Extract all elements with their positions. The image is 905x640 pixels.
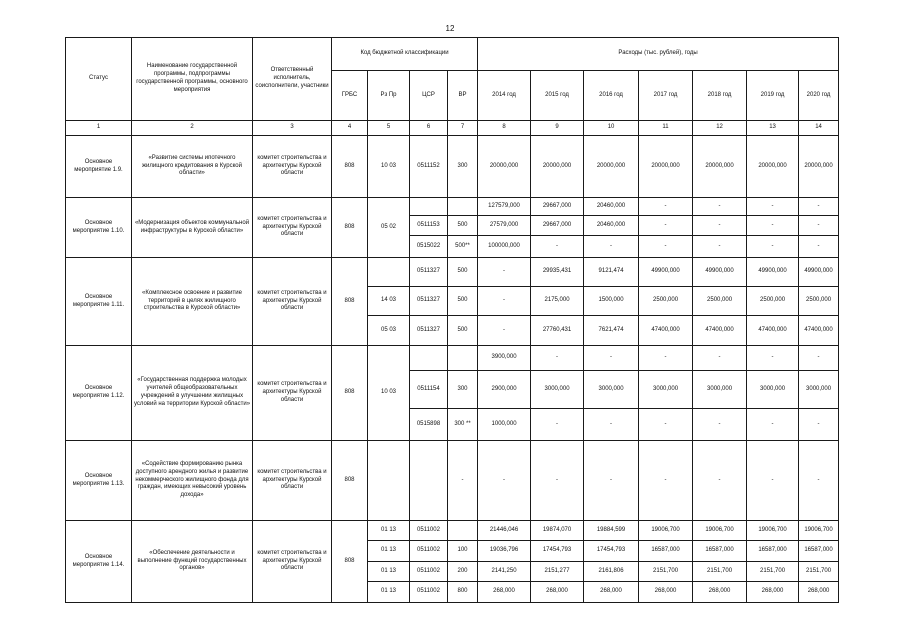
responsible-cell: комитет строительства и архитектуры Курской области xyxy=(253,258,332,346)
vr-cell: 500 xyxy=(448,216,478,236)
rzpr-cell: 05 03 xyxy=(368,316,410,346)
header-responsible: Ответственный исполнитель, соисполнители, участники xyxy=(253,38,332,121)
responsible-cell: комитет строительства и архитектуры Курской области xyxy=(253,346,332,441)
amount-cell: - xyxy=(799,198,839,216)
responsible-cell: комитет строительства и архитектуры Курской области xyxy=(253,198,332,258)
vr-cell: 100 xyxy=(448,541,478,562)
responsible-cell: комитет строительства и архитектуры Курской области xyxy=(253,441,332,521)
amount-cell: 268,000 xyxy=(639,582,693,603)
header-year-2016: 2016 год xyxy=(584,71,639,121)
measure-name-cell: «Развитие системы ипотечного жилищного кредитования в Курской области» xyxy=(132,136,253,198)
amount-cell: - xyxy=(639,441,693,521)
header-year-2014: 2014 год xyxy=(478,71,531,121)
amount-cell: 29935,431 xyxy=(531,258,584,287)
column-number: 1 xyxy=(66,121,132,136)
vr-cell: 300 ** xyxy=(448,409,478,441)
vr-cell: 300 xyxy=(448,371,478,409)
amount-cell: - xyxy=(478,441,531,521)
amount-cell: 2151,700 xyxy=(747,562,799,582)
amount-cell: 2151,277 xyxy=(531,562,584,582)
rzpr-cell: 14 03 xyxy=(368,287,410,316)
header-row xyxy=(66,38,839,71)
measure-name-cell: «Содействие формированию рынка доступного арендного жилья и развитие некоммерческого жилищного фонда для граждан, имеющих невысокий уровень дохода» xyxy=(132,441,253,521)
amount-cell: 21446,046 xyxy=(478,521,531,541)
amount-cell: - xyxy=(693,409,747,441)
amount-cell: 20460,000 xyxy=(584,198,639,216)
amount-cell: 49900,000 xyxy=(693,258,747,287)
csr-cell: 0511327 xyxy=(410,316,448,346)
csr-cell: 0511327 xyxy=(410,258,448,287)
amount-cell: - xyxy=(747,441,799,521)
table-body xyxy=(66,136,839,603)
amount-cell: - xyxy=(799,216,839,236)
amount-cell: 2500,000 xyxy=(747,287,799,316)
amount-cell: - xyxy=(747,236,799,258)
measure-name-cell: «Модернизация объектов коммунальной инфраструктуры в Курской области» xyxy=(132,198,253,258)
column-number: 9 xyxy=(531,121,584,136)
amount-cell: 2151,700 xyxy=(639,562,693,582)
amount-cell: 20460,000 xyxy=(584,216,639,236)
csr-cell: 0511002 xyxy=(410,541,448,562)
column-number: 12 xyxy=(693,121,747,136)
amount-cell: 2900,000 xyxy=(478,371,531,409)
csr-cell: 0511154 xyxy=(410,371,448,409)
vr-cell: 500 xyxy=(448,316,478,346)
amount-cell: - xyxy=(693,216,747,236)
table-row xyxy=(66,198,839,216)
vr-cell: 200 xyxy=(448,562,478,582)
column-number: 14 xyxy=(799,121,839,136)
amount-cell: - xyxy=(639,198,693,216)
csr-cell xyxy=(410,441,448,521)
measure-name-cell: «Обеспечение деятельности и выполнение функций государственных органов» xyxy=(132,521,253,603)
column-number: 3 xyxy=(253,121,332,136)
amount-cell: 2151,700 xyxy=(799,562,839,582)
amount-cell: 16587,000 xyxy=(799,541,839,562)
header-grbs: ГРБС xyxy=(332,71,368,121)
amount-cell: 19006,700 xyxy=(639,521,693,541)
header-rzpr: Рз Пр xyxy=(368,71,410,121)
table-row xyxy=(66,441,839,521)
amount-cell: 19006,700 xyxy=(693,521,747,541)
amount-cell: 9121,474 xyxy=(584,258,639,287)
amount-cell: - xyxy=(478,287,531,316)
amount-cell: 3000,000 xyxy=(799,371,839,409)
amount-cell: 127579,000 xyxy=(478,198,531,216)
amount-cell: 16587,000 xyxy=(693,541,747,562)
csr-cell: 0511327 xyxy=(410,287,448,316)
amount-cell: 19006,700 xyxy=(747,521,799,541)
vr-cell: 500 xyxy=(448,287,478,316)
vr-cell: 500** xyxy=(448,236,478,258)
header-year-2017: 2017 год xyxy=(639,71,693,121)
grbs-cell: 808 xyxy=(332,521,368,603)
amount-cell: - xyxy=(747,216,799,236)
amount-cell: 47400,000 xyxy=(799,316,839,346)
amount-cell: - xyxy=(531,236,584,258)
amount-cell: 47400,000 xyxy=(639,316,693,346)
amount-cell: 47400,000 xyxy=(747,316,799,346)
header-year-2020: 2020 год xyxy=(799,71,839,121)
csr-cell: 0511002 xyxy=(410,562,448,582)
vr-cell: 500 xyxy=(448,258,478,287)
rzpr-cell xyxy=(368,441,410,521)
amount-cell: 3000,000 xyxy=(584,371,639,409)
amount-cell: 268,000 xyxy=(478,582,531,603)
grbs-cell: 808 xyxy=(332,346,368,441)
amount-cell: - xyxy=(747,346,799,371)
status-cell: Основное мероприятие 1.11. xyxy=(66,258,132,346)
amount-cell: 47400,000 xyxy=(693,316,747,346)
amount-cell: 19884,599 xyxy=(584,521,639,541)
csr-cell: 0515022 xyxy=(410,236,448,258)
status-cell: Основное мероприятие 1.14. xyxy=(66,521,132,603)
amount-cell: 1500,000 xyxy=(584,287,639,316)
amount-cell: 20000,000 xyxy=(693,136,747,198)
column-number-row xyxy=(66,121,839,136)
responsible-cell: комитет строительства и архитектуры Курской области xyxy=(253,521,332,603)
rzpr-cell: 01 13 xyxy=(368,582,410,603)
vr-cell: - xyxy=(448,441,478,521)
amount-cell: - xyxy=(747,409,799,441)
amount-cell: 20000,000 xyxy=(639,136,693,198)
csr-cell: 0511002 xyxy=(410,582,448,603)
amount-cell: 20000,000 xyxy=(584,136,639,198)
amount-cell: 17454,793 xyxy=(531,541,584,562)
rzpr-cell: 10 03 xyxy=(368,346,410,441)
csr-cell xyxy=(410,346,448,371)
header-status: Статус xyxy=(66,38,132,121)
amount-cell: - xyxy=(584,346,639,371)
amount-cell: - xyxy=(799,409,839,441)
column-number: 13 xyxy=(747,121,799,136)
amount-cell: - xyxy=(693,346,747,371)
table-header xyxy=(66,38,839,136)
amount-cell: 49900,000 xyxy=(799,258,839,287)
measure-name-cell: «Государственная поддержка молодых учителей общеобразовательных учреждений в улучшении жилищных условий на территории Курской области» xyxy=(132,346,253,441)
amount-cell: 49900,000 xyxy=(639,258,693,287)
vr-cell: 800 xyxy=(448,582,478,603)
amount-cell: 16587,000 xyxy=(639,541,693,562)
amount-cell: - xyxy=(639,236,693,258)
grbs-cell: 808 xyxy=(332,198,368,258)
column-number: 8 xyxy=(478,121,531,136)
amount-cell: 268,000 xyxy=(693,582,747,603)
table-row xyxy=(66,346,839,371)
amount-cell: - xyxy=(693,441,747,521)
status-cell: Основное мероприятие 1.10. xyxy=(66,198,132,258)
amount-cell: 20000,000 xyxy=(531,136,584,198)
amount-cell: 268,000 xyxy=(531,582,584,603)
amount-cell: 29667,000 xyxy=(531,216,584,236)
grbs-cell: 808 xyxy=(332,441,368,521)
csr-cell: 0515898 xyxy=(410,409,448,441)
amount-cell: - xyxy=(693,236,747,258)
header-year-2018: 2018 год xyxy=(693,71,747,121)
csr-cell: 0511153 xyxy=(410,216,448,236)
amount-cell: - xyxy=(799,236,839,258)
amount-cell: 268,000 xyxy=(799,582,839,603)
amount-cell: 3000,000 xyxy=(531,371,584,409)
csr-cell: 0511002 xyxy=(410,521,448,541)
amount-cell: 20000,000 xyxy=(478,136,531,198)
amount-cell: - xyxy=(799,346,839,371)
amount-cell: 20000,000 xyxy=(747,136,799,198)
amount-cell: 2161,806 xyxy=(584,562,639,582)
amount-cell: - xyxy=(531,441,584,521)
csr-cell xyxy=(410,198,448,216)
amount-cell: 3000,000 xyxy=(747,371,799,409)
header-year-2019: 2019 год xyxy=(747,71,799,121)
amount-cell: 2500,000 xyxy=(799,287,839,316)
rzpr-cell xyxy=(368,258,410,287)
amount-cell: - xyxy=(584,409,639,441)
responsible-cell: комитет строительства и архитектуры Курской области xyxy=(253,136,332,198)
rzpr-cell: 05 02 xyxy=(368,198,410,258)
amount-cell: - xyxy=(639,409,693,441)
amount-cell: 2141,250 xyxy=(478,562,531,582)
header-expenses: Расходы (тыс. рублей), годы xyxy=(478,38,839,71)
amount-cell: 1000,000 xyxy=(478,409,531,441)
table-row xyxy=(66,521,839,541)
rzpr-cell: 01 13 xyxy=(368,521,410,541)
vr-cell xyxy=(448,346,478,371)
header-name: Наименование государственной программы, подпрограммы государственной программы, основного мероприятия xyxy=(132,38,253,121)
amount-cell: - xyxy=(584,236,639,258)
amount-cell: 3000,000 xyxy=(639,371,693,409)
amount-cell: 7621,474 xyxy=(584,316,639,346)
measure-name-cell: «Комплексное освоение и развитие территорий в целях жилищного строительства в Курской области» xyxy=(132,258,253,346)
column-number: 6 xyxy=(410,121,448,136)
amount-cell: 49900,000 xyxy=(747,258,799,287)
table-row xyxy=(66,258,839,287)
amount-cell: 19036,796 xyxy=(478,541,531,562)
amount-cell: 2500,000 xyxy=(639,287,693,316)
header-csr: ЦСР xyxy=(410,71,448,121)
vr-cell xyxy=(448,198,478,216)
amount-cell: 27579,000 xyxy=(478,216,531,236)
amount-cell: 16587,000 xyxy=(747,541,799,562)
vr-cell: 300 xyxy=(448,136,478,198)
table-row xyxy=(66,136,839,198)
amount-cell: - xyxy=(478,258,531,287)
amount-cell: - xyxy=(531,346,584,371)
amount-cell: - xyxy=(747,198,799,216)
amount-cell: 17454,793 xyxy=(584,541,639,562)
grbs-cell: 808 xyxy=(332,136,368,198)
rzpr-cell: 01 13 xyxy=(368,562,410,582)
amount-cell: 2500,000 xyxy=(693,287,747,316)
amount-cell: 100000,000 xyxy=(478,236,531,258)
amount-cell: 2175,000 xyxy=(531,287,584,316)
header-year-2015: 2015 год xyxy=(531,71,584,121)
amount-cell: - xyxy=(639,216,693,236)
rzpr-cell: 10 03 xyxy=(368,136,410,198)
amount-cell: 268,000 xyxy=(747,582,799,603)
amount-cell: 3900,000 xyxy=(478,346,531,371)
column-number: 5 xyxy=(368,121,410,136)
column-number: 11 xyxy=(639,121,693,136)
grbs-cell: 808 xyxy=(332,258,368,346)
amount-cell: - xyxy=(799,441,839,521)
csr-cell: 0511152 xyxy=(410,136,448,198)
column-number: 7 xyxy=(448,121,478,136)
amount-cell: - xyxy=(584,441,639,521)
amount-cell: - xyxy=(639,346,693,371)
status-cell: Основное мероприятие 1.9. xyxy=(66,136,132,198)
amount-cell: 268,000 xyxy=(584,582,639,603)
vr-cell xyxy=(448,521,478,541)
page-number: 12 xyxy=(445,24,455,33)
budget-table xyxy=(65,37,839,603)
column-number: 2 xyxy=(132,121,253,136)
rzpr-cell: 01 13 xyxy=(368,541,410,562)
column-number: 4 xyxy=(332,121,368,136)
status-cell: Основное мероприятие 1.13. xyxy=(66,441,132,521)
amount-cell: - xyxy=(478,316,531,346)
amount-cell: 19006,700 xyxy=(799,521,839,541)
header-vr: ВР xyxy=(448,71,478,121)
amount-cell: 27760,431 xyxy=(531,316,584,346)
amount-cell: 19874,070 xyxy=(531,521,584,541)
amount-cell: 2151,700 xyxy=(693,562,747,582)
column-number: 10 xyxy=(584,121,639,136)
amount-cell: - xyxy=(531,409,584,441)
amount-cell: 29667,000 xyxy=(531,198,584,216)
status-cell: Основное мероприятие 1.12. xyxy=(66,346,132,441)
amount-cell: 20000,000 xyxy=(799,136,839,198)
amount-cell: 3000,000 xyxy=(693,371,747,409)
amount-cell: - xyxy=(693,198,747,216)
header-budget-code: Код бюджетной классификации xyxy=(332,38,478,71)
